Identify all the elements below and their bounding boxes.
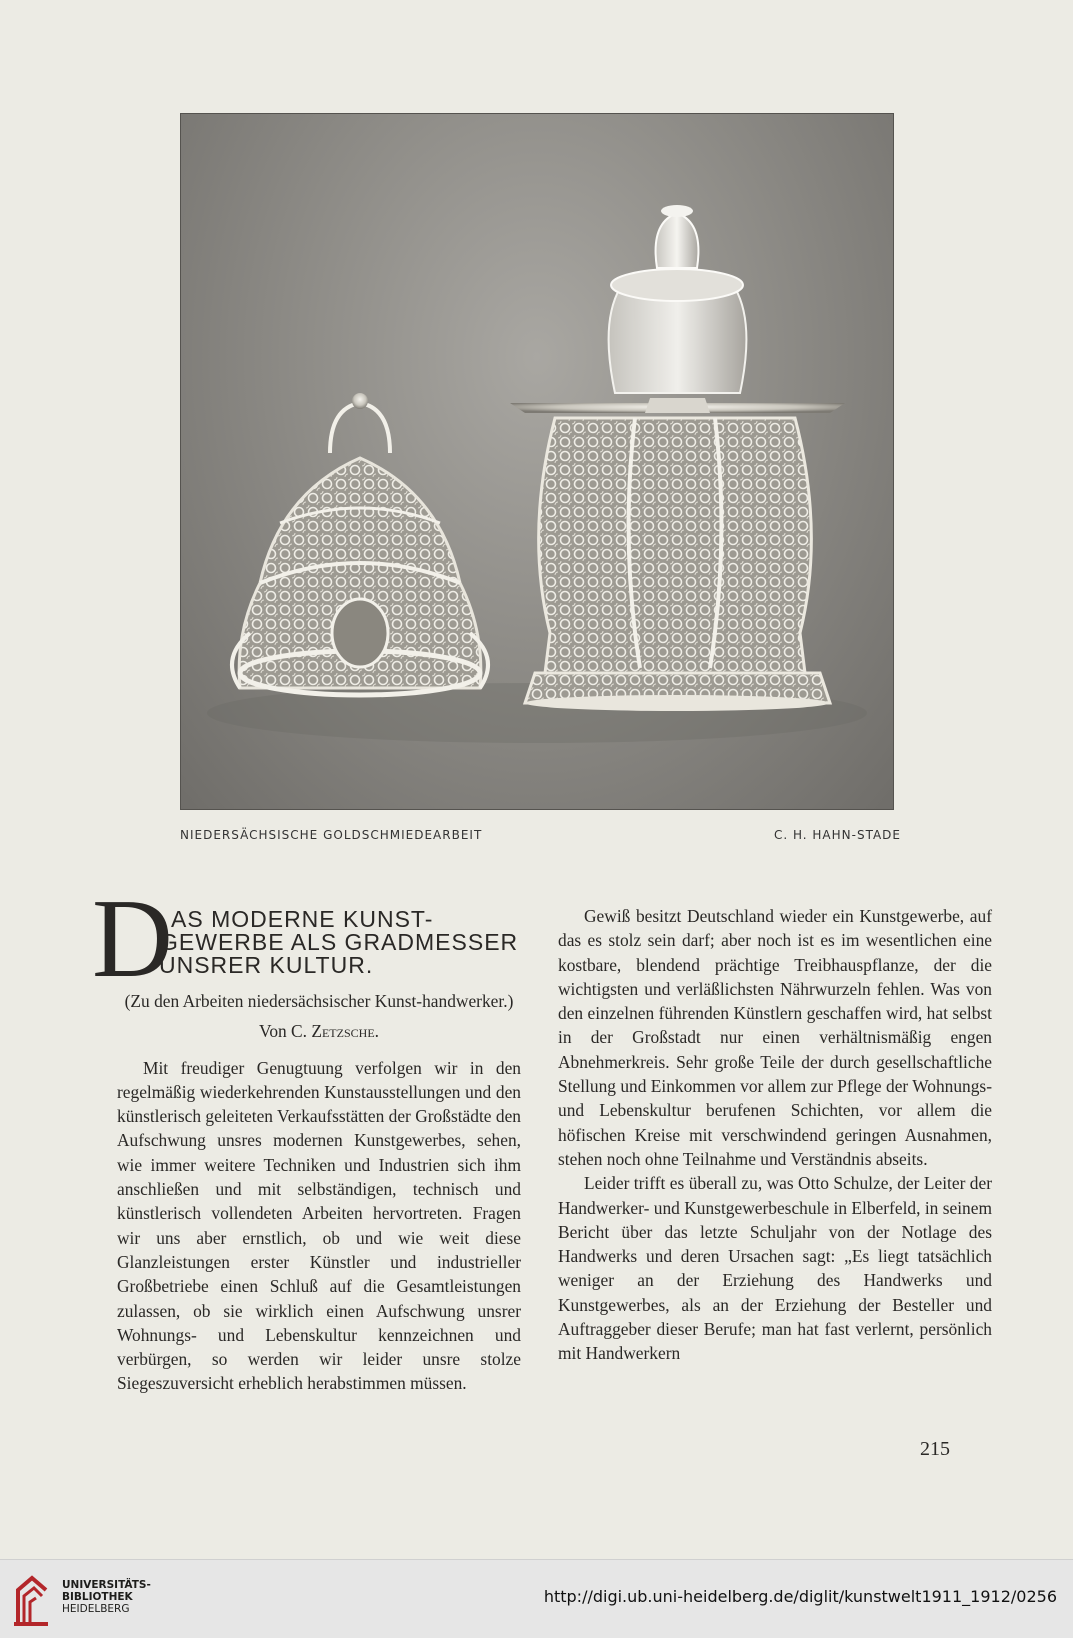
drop-cap: D: [92, 877, 173, 1001]
left-paragraph: Mit freudiger Genugtuung verfolgen wir in den regelmäßig wiederkehrenden Kunstausstellungen und den künstlerisch geleiteten Verkaufsstätten der Großstädte den Aufschwung unsres modernen Kunstgewerbes, sehen, wie immer weitere Techniken und Industrien sich ihm anschließen und mit selbständigen, technisch und künstlerisch vollendeten Arbeiten hervortreten. Fragen wir uns aber ernstlich, ob und wie weit diese Glanzleistungen erster Künstler und industrieller Großbetriebe einen Schluß auf die Gesamtleistungen zulassen, ob sie wirklich einen Aufschwung unsrer Wohnungs- und Lebenskultur kennzeichnen und verbürgen, so werden wir leider unsre stolze Siegeszuversicht erheblich herabstimmen müssen.: [117, 1057, 521, 1394]
photo-caption-right: C. H. HAHN-STADE: [773, 828, 901, 842]
library-name-line-2: BIBLIOTHEK: [62, 1591, 133, 1603]
filigree-dome-object: [232, 393, 488, 695]
filigree-vase-with-glass-jar: [510, 205, 845, 711]
library-name: [62, 1579, 151, 1615]
digitization-footer: [0, 1559, 1073, 1638]
right-paragraph-2: Leider trifft es überall zu, was Otto Schulze, der Leiter der Handwerker- und Kunstgewerbeschule in Elberfeld, in seinem Bericht über das letzte Schuljahr von der Notlage des Handwerks und deren Ursachen sagt: „Es liegt tatsächlich weniger an der Erziehung des Handwerks und Kunstgewerbes, als an der Erziehung der Besteller und Auftraggeber dieser Berufe; man hat fast verlernt, persönlich mit Handwerkern: [558, 1173, 992, 1364]
article-author: [117, 1019, 521, 1043]
goldsmith-photo: [180, 113, 894, 810]
source-url-link[interactable]: http://digi.ub.uni-heidelberg.de/diglit/kunstwelt1911_1912/0256: [543, 1587, 1057, 1606]
right-paragraph-1: Gewiß besitzt Deutschland wieder ein Kunstgewerbe, auf das es stolz sein darf; aber noch ist es im wesentlichen eine kostbare, blendend prächtige Treibhauspflanze, der die wichtigsten und verläßlichsten Nährwurzeln fehlen. Was von den einzelnen führenden Künstlern geschaffen wird, hat selbst in der Großstadt nur einen verhältnismäßig engen Abnehmerkreis. Sehr große Teile der durch gesellschaftliche Stellung und Einkommen vor allem zur Pflege der Wohnungs- und Lebenskultur berufenen Schichten, vor allem die höfischen Kreise mit verschwindend geringen Ausnahmen, stehen noch ohne Teilnahme und Verständnis abseits.: [558, 906, 992, 1169]
library-name-line-3: HEIDELBERG: [62, 1603, 130, 1615]
heading-line-2: GEWERBE ALS GRADMESSER: [160, 929, 519, 955]
goldsmith-objects-illustration: [180, 113, 894, 810]
author-prefix: Von C.: [259, 1021, 312, 1042]
university-library-logo-icon: [10, 1570, 54, 1630]
author-name: Zetzsche.: [311, 1021, 379, 1042]
heading-line-1: AS MODERNE KUNST-: [171, 906, 434, 932]
article-subtitle: (Zu den Arbeiten niedersächsischer Kunst-handwerker.): [124, 991, 514, 1011]
page-number: 215: [920, 1438, 950, 1460]
article-left-column: [92, 877, 521, 1396]
heading-line-3: UNSRER KULTUR.: [159, 952, 374, 978]
article-right-column: [558, 904, 992, 1366]
photo-caption-left: NIEDERSÄCHSISCHE GOLDSCHMIEDEARBEIT: [180, 828, 483, 842]
library-name-line-1: UNIVERSITÄTS-: [62, 1579, 151, 1591]
